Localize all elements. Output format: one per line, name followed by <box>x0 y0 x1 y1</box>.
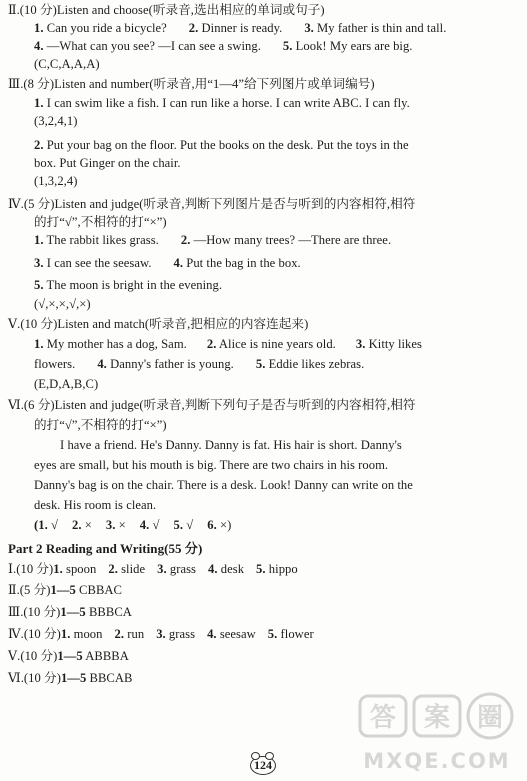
item-number: 4. <box>207 627 217 641</box>
section-4-items-line-1 <box>34 232 391 248</box>
answer-number: 6. <box>207 518 217 532</box>
item-number: 1. <box>34 233 44 247</box>
item-text: Look! My ears are big. <box>292 39 413 53</box>
passage-line: Danny's bag is on the chair. There is a desk. Look! Danny can write on the <box>34 478 413 492</box>
section-3-item-2-line-1 <box>34 137 409 153</box>
part-2-section-6 <box>8 670 132 686</box>
section-2-answer: (C,C,A,A,A) <box>34 57 100 71</box>
item-number: 3. <box>34 256 44 270</box>
item-text: Danny's father is young. <box>106 357 234 371</box>
section-2-heading: Ⅱ.(10 分)Listen and choose(听录音,选出相应的单词或句子) <box>8 3 325 17</box>
passage-line: desk. His room is clean. <box>34 498 157 512</box>
section-4-heading-line-1: Ⅳ.(5 分)Listen and judge(听录音,判断下列图片是否与听到的内容相符,相符 <box>8 197 416 211</box>
item-text: desk <box>217 562 245 576</box>
section-6-heading-line-1: Ⅵ.(6 分)Listen and judge(听录音,判断下列句子是否与听到的内容相符,相符 <box>8 398 416 412</box>
item-text: grass <box>165 627 196 641</box>
item-number: 3. <box>157 562 167 576</box>
section-6-heading-line-2: 的打“√”,不相符的打“×”) <box>34 418 167 432</box>
answer-mark: ×) <box>216 518 232 532</box>
item-number: 5. <box>267 627 278 641</box>
item-number: 1. <box>53 562 63 576</box>
section-5-heading: Ⅴ.(10 分)Listen and match(听录音,把相应的内容连起来) <box>8 317 309 331</box>
section-5-items-line-1 <box>34 336 422 352</box>
section-4-heading-line-2: 的打“√”,不相符的打“×”) <box>34 215 167 229</box>
answer-mark: √ <box>183 518 194 532</box>
item-text: —How many trees? —There are three. <box>190 233 392 247</box>
section-label: Ⅴ.(10 分) <box>8 649 58 663</box>
section-4-answer: (√,×,×,√,×) <box>34 297 91 311</box>
page-number: 124 <box>254 758 272 772</box>
item-text: The rabbit likes grass. <box>43 233 159 247</box>
answer-range: 1—5 <box>50 583 76 597</box>
item-number: 3. <box>355 337 366 351</box>
item-text: Alice is nine years old. <box>216 337 336 351</box>
item-text: flower <box>277 627 314 641</box>
item-text: Kitty likes <box>365 337 422 351</box>
svg-text:MXQE.COM: MXQE.COM <box>363 749 511 773</box>
item-text: run <box>124 627 145 641</box>
part-2-section-2 <box>8 582 122 598</box>
answer-mark: × <box>81 518 92 532</box>
answer-mark: √ <box>47 518 58 532</box>
section-5-items-line-2 <box>34 356 364 372</box>
item-text: My mother has a dog, Sam. <box>43 337 187 351</box>
answer-number: 2. <box>71 518 82 532</box>
item-text: Dinner is ready. <box>198 21 283 35</box>
item-number: 5. <box>256 562 266 576</box>
answer-mark: √ <box>149 518 160 532</box>
item-text: spoon <box>62 562 97 576</box>
item-number: 4. <box>97 357 107 371</box>
item-number: 4. <box>173 256 184 270</box>
answer-number: (1. <box>34 518 48 532</box>
item-text: seesaw <box>216 627 256 641</box>
item-text: moon <box>70 627 103 641</box>
passage-line: I have a friend. He's Danny. Danny is fat. His hair is short. Danny's <box>60 438 402 452</box>
item-number: 1. <box>60 627 71 641</box>
item-number: 2. <box>206 337 217 351</box>
item-text: slide <box>117 562 146 576</box>
answer-letters: BBCAB <box>86 671 133 685</box>
answer-letters: BBBCA <box>85 605 132 619</box>
answer-number: 4. <box>139 518 150 532</box>
item-text: I can swim like a fish. I can run like a horse. I can write ABC. I can fly. <box>43 96 410 110</box>
item-number: 3. <box>156 627 166 641</box>
item-number: 5. <box>282 39 293 53</box>
item-number: 5. <box>255 357 266 371</box>
section-3-item-1 <box>34 95 410 111</box>
item-number: 2. <box>34 138 44 152</box>
answer-range: 1—5 <box>60 671 87 685</box>
answer-letters: CBBAC <box>75 583 122 597</box>
section-3-heading: Ⅲ.(8 分)Listen and number(听录音,用“1—4”给下列图片或单词编号) <box>8 77 375 91</box>
item-text: flowers. <box>34 357 76 371</box>
item-number: 4. <box>34 39 44 53</box>
item-number: 3. <box>304 21 314 35</box>
site-watermark-logo <box>354 690 520 776</box>
part-2-section-1 <box>8 561 298 577</box>
answer-range: 1—5 <box>57 649 83 663</box>
item-number: 4. <box>208 562 218 576</box>
svg-text:案: 案 <box>423 703 451 733</box>
page-number-badge <box>246 755 280 775</box>
section-label: Ⅱ.(5 分) <box>8 583 51 597</box>
svg-text:答: 答 <box>369 703 397 733</box>
part-2-section-4 <box>8 626 314 642</box>
section-3-answer-2: (1,3,2,4) <box>34 174 78 188</box>
section-label: Ⅰ.(10 分) <box>8 562 54 576</box>
answer-letters: ABBBA <box>82 649 129 663</box>
section-4-items-line-3 <box>34 277 222 293</box>
answer-mark: × <box>115 518 126 532</box>
item-number: 1. <box>34 337 44 351</box>
item-text: Put your bag on the floor. Put the books on the desk. Put the toys in the <box>43 138 409 152</box>
item-text: My father is thin and tall. <box>313 21 447 35</box>
item-number: 5. <box>34 278 44 292</box>
item-text: The moon is bright in the evening. <box>43 278 223 292</box>
item-number: 1. <box>34 96 44 110</box>
section-2-items-line-1 <box>34 20 446 36</box>
part-2-title: Part 2 Reading and Writing(55 分) <box>8 541 203 556</box>
item-number: 2. <box>188 21 199 35</box>
answer-range: 1—5 <box>60 605 86 619</box>
answer-number: 5. <box>173 518 184 532</box>
part-2-section-3 <box>8 604 132 620</box>
section-6-answers <box>34 517 231 533</box>
item-number: 2. <box>108 562 118 576</box>
item-text: hippo <box>265 562 298 576</box>
section-label: Ⅵ.(10 分) <box>8 671 61 685</box>
section-3-item-2-line-2: box. Put Ginger on the chair. <box>34 156 181 170</box>
passage-line: eyes are small, but his mouth is big. There are two chairs in his room. <box>34 458 389 472</box>
item-text: Can you ride a bicycle? <box>43 21 167 35</box>
section-label: Ⅳ.(10 分) <box>8 627 61 641</box>
section-3-answer-1: (3,2,4,1) <box>34 114 78 128</box>
item-number: 2. <box>114 627 125 641</box>
item-text: Put the bag in the box. <box>183 256 301 270</box>
item-text: Eddie likes zebras. <box>265 357 365 371</box>
item-text: —What can you see? —I can see a swing. <box>43 39 261 53</box>
item-text: grass <box>166 562 197 576</box>
item-number: 2. <box>180 233 191 247</box>
section-2-items-line-2 <box>34 38 413 54</box>
item-text: I can see the seesaw. <box>43 256 152 270</box>
answer-number: 3. <box>105 518 116 532</box>
section-4-items-line-2 <box>34 255 301 271</box>
svg-text:圈: 圈 <box>476 703 504 733</box>
section-5-answer: (E,D,A,B,C) <box>34 377 99 391</box>
section-label: Ⅲ.(10 分) <box>8 605 61 619</box>
item-number: 1. <box>34 21 44 35</box>
part-2-section-5 <box>8 648 129 664</box>
